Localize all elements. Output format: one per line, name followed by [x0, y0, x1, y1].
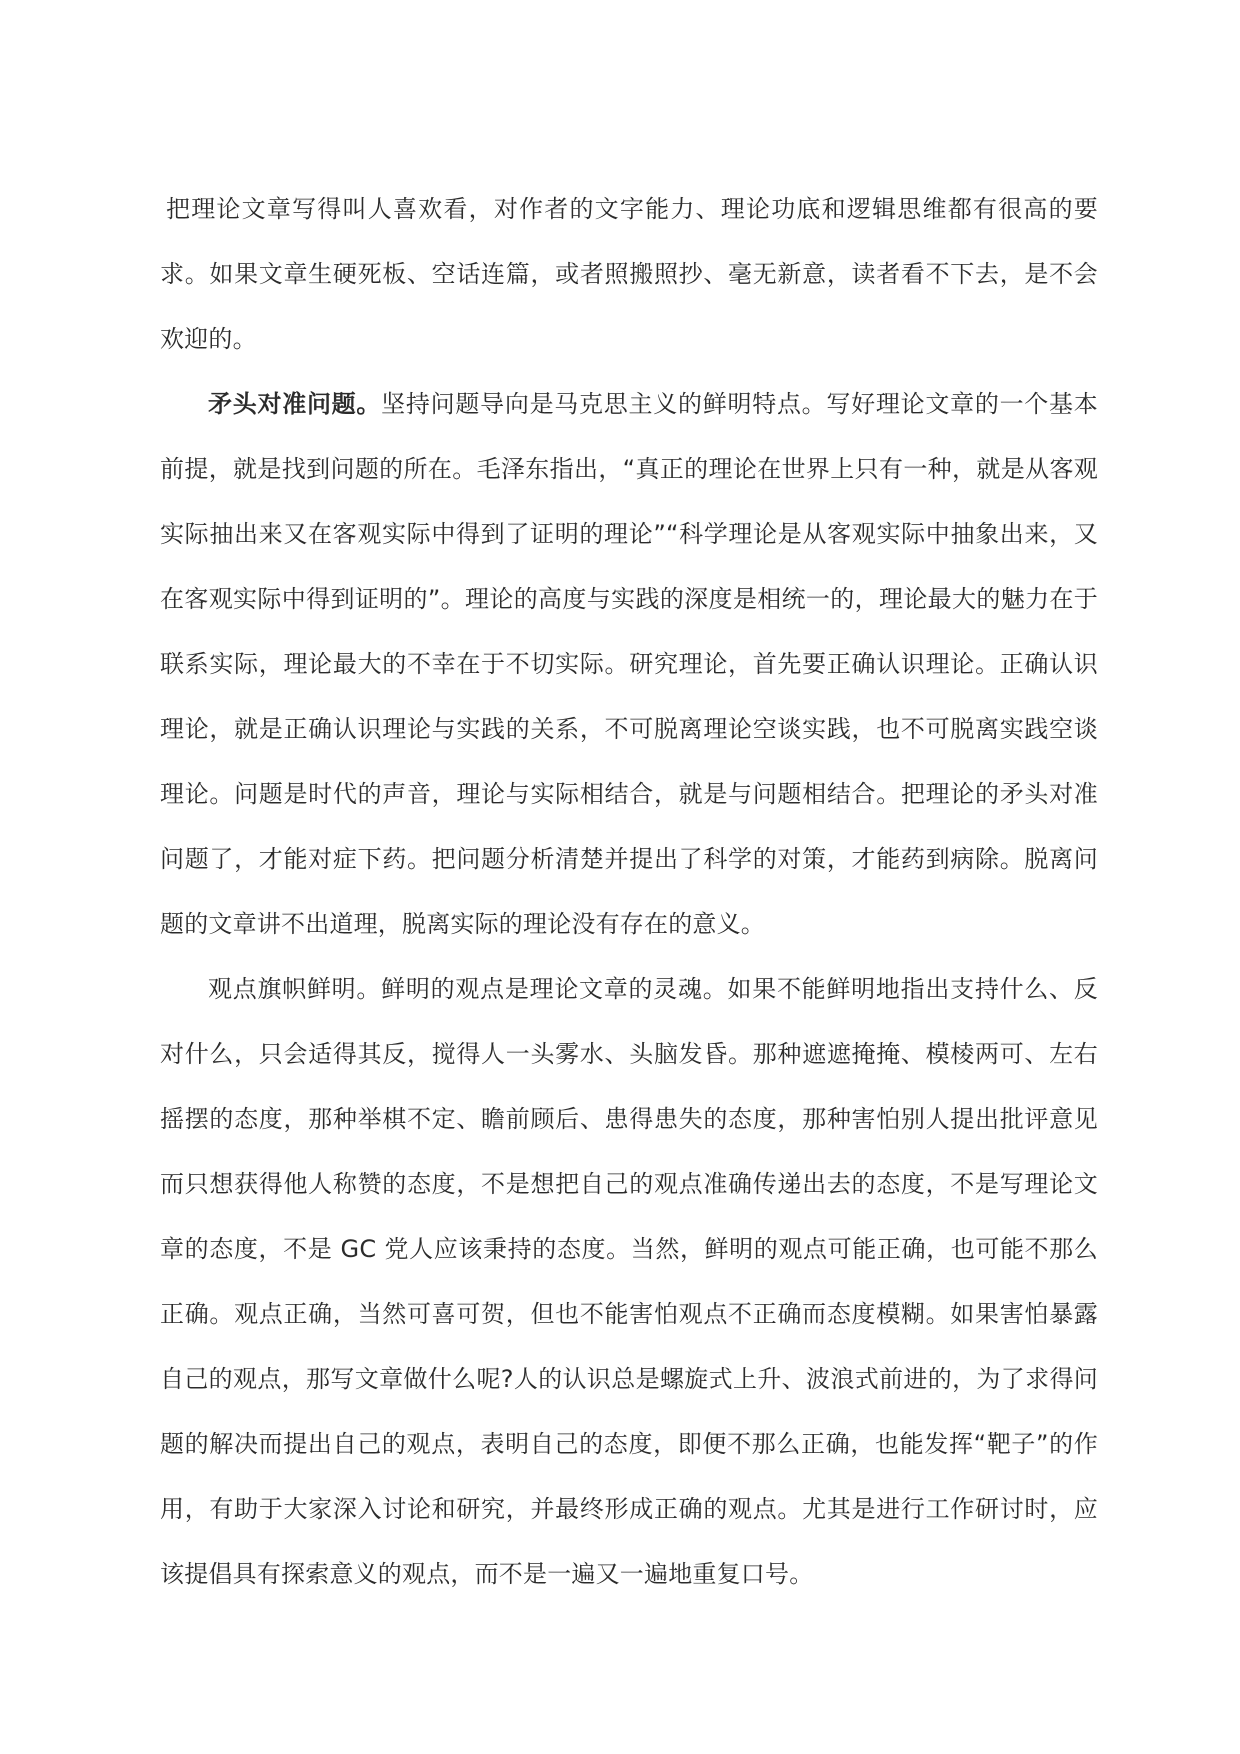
paragraph-intro-text: 把理论文章写得叫人喜欢看，对作者的文字能力、理论功底和逻辑思维都有很高的要求。如果文章生硬死板、空话连篇，或者照搬照抄、毫无新意，读者看不下去，是不会欢迎的。: [160, 195, 1098, 353]
paragraph-clear-viewpoint-text: 观点旗帜鲜明。鲜明的观点是理论文章的灵魂。如果不能鲜明地指出支持什么、反对什么，只会适得其反，搅得人一头雾水、头脑发昏。那种遮遮掩掩、模棱两可、左右摇摆的态度，那种举棋不定、瞻前顾后、患得患失的态度，那种害怕别人提出批评意见而只想获得他人称赞的态度，不是想把自己的观点准确传递出去的态度，不是写理论文章的态度，不是 GC 党人应该秉持的态度。当然，鲜明的观点可能正确，也可能不那么正确。观点正确，当然可喜可贺，但也不能害怕观点不正确而态度模糊。如果害怕暴露自己的观点，那写文章做什么呢?人的认识总是螺旋式上升、波浪式前进的，为了求得问题的解决而提出自己的观点，表明自己的态度，即便不那么正确，也能发挥“靶子”的作用，有助于大家深入讨论和研究，并最终形成正确的观点。尤其是进行工作研讨时，应该提倡具有探索意义的观点，而不是一遍又一遍地重复口号。: [160, 975, 1098, 1588]
paragraph-intro: [160, 177, 1098, 372]
paragraph-clear-viewpoint: [160, 957, 1098, 1607]
document-body: [160, 177, 1098, 1607]
paragraph-heading-problem-orientation: 矛头对准问题。: [208, 390, 382, 418]
paragraph-problem-orientation-text: 坚持问题导向是马克思主义的鲜明特点。写好理论文章的一个基本前提，就是找到问题的所在。毛泽东指出，“真正的理论在世界上只有一种，就是从客观实际抽出来又在客观实际中得到了证明的理论”“科学理论是从客观实际中抽象出来，又在客观实际中得到证明的”。理论的高度与实践的深度是相统一的，理论最大的魅力在于联系实际，理论最大的不幸在于不切实际。研究理论，首先要正确认识理论。正确认识理论，就是正确认识理论与实践的关系，不可脱离理论空谈实践，也不可脱离实践空谈理论。问题是时代的声音，理论与实际相结合，就是与问题相结合。把理论的矛头对准问题了，才能对症下药。把问题分析清楚并提出了科学的对策，才能药到病除。脱离问题的文章讲不出道理，脱离实际的理论没有存在的意义。: [160, 390, 1098, 938]
paragraph-problem-orientation: [160, 372, 1098, 957]
